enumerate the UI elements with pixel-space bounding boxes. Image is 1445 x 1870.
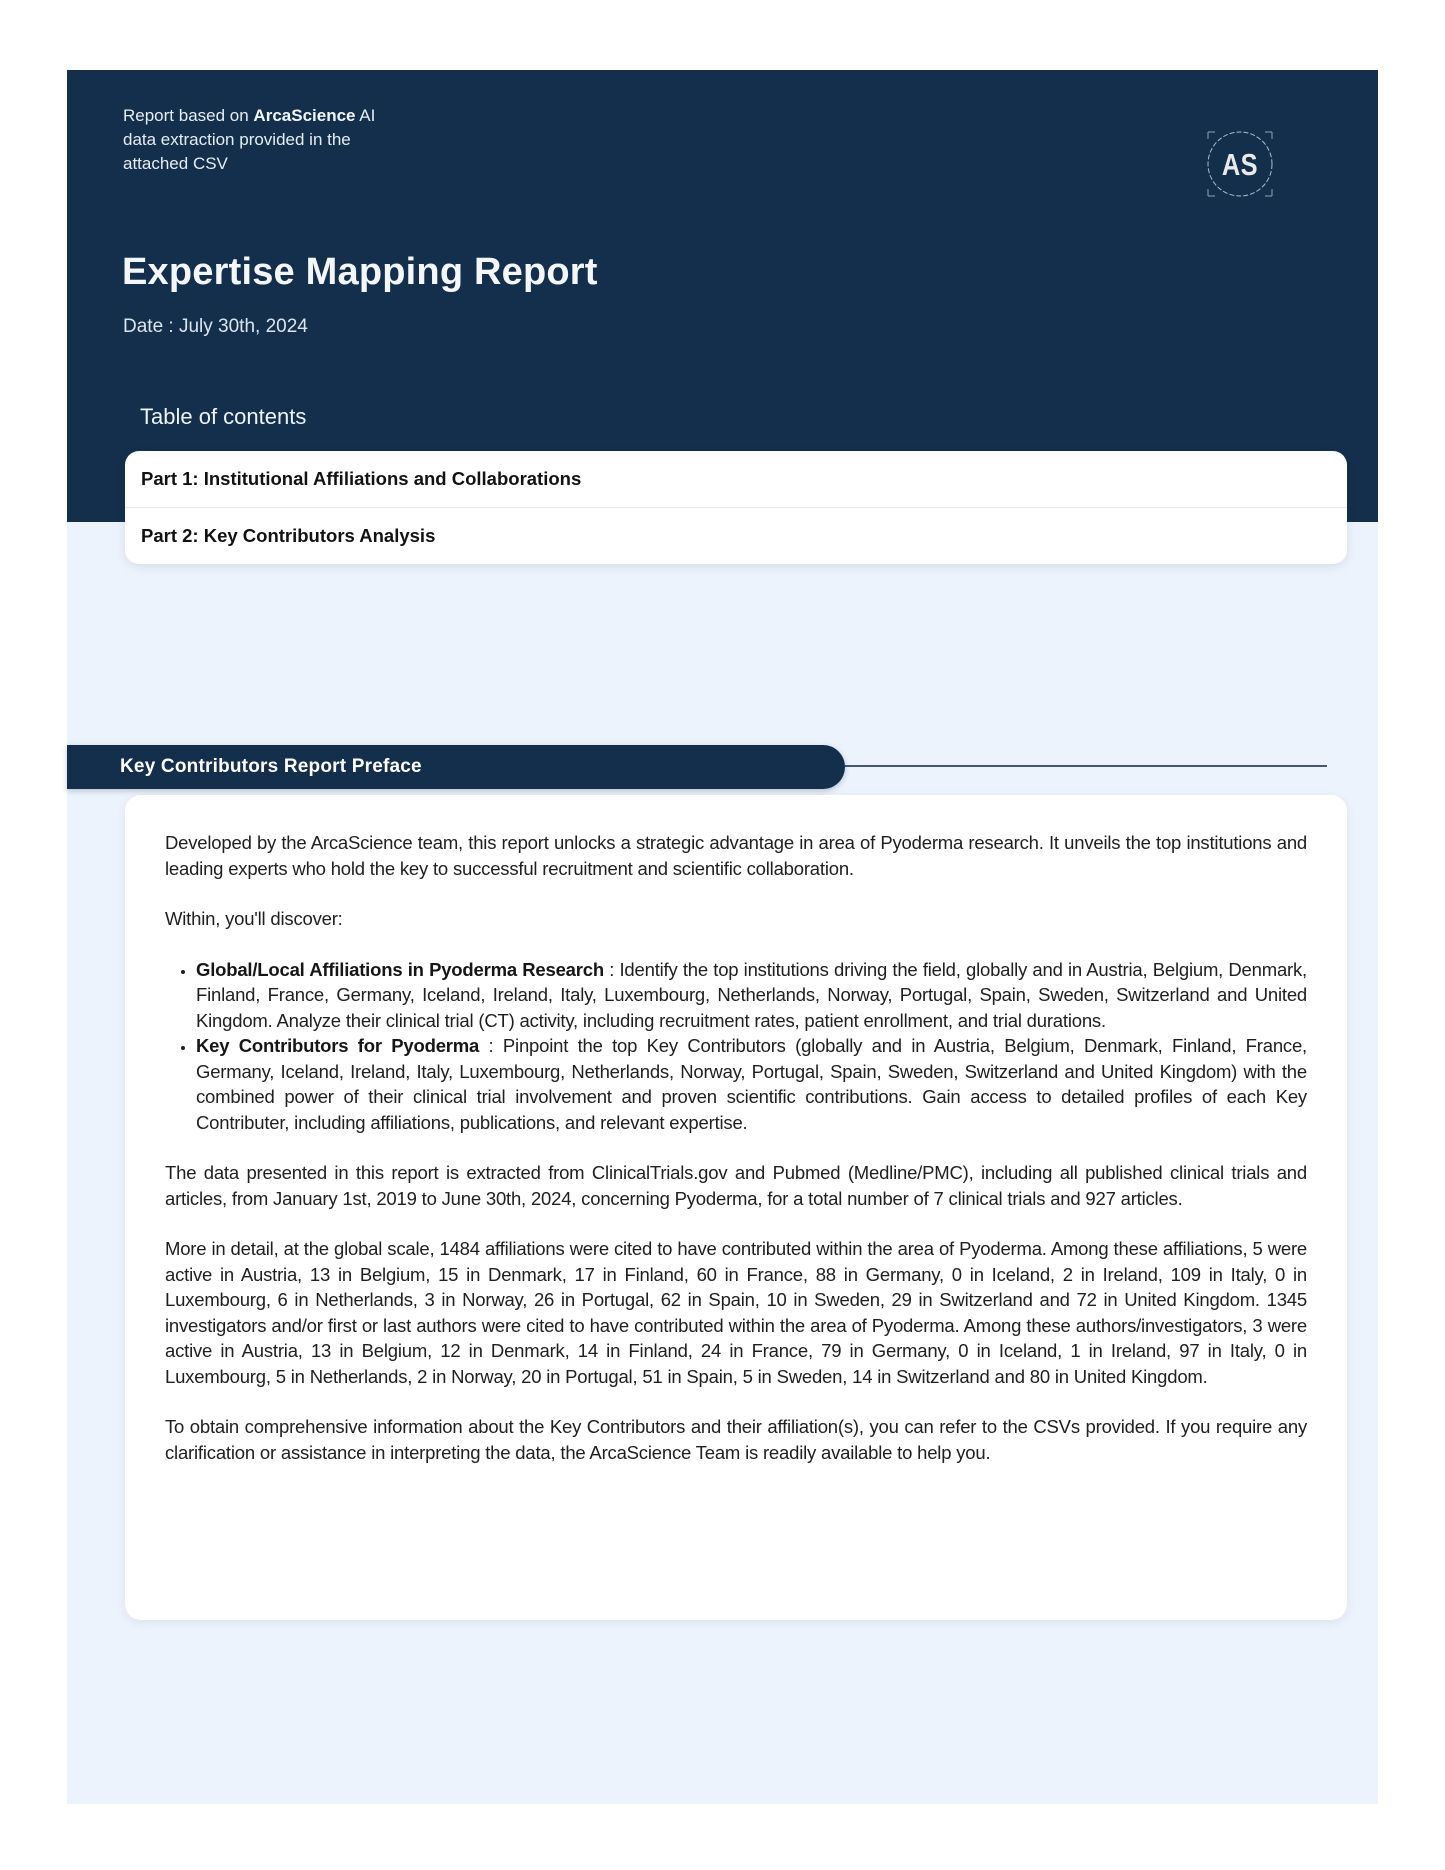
bullet-affiliations-lead: Global/Local Affiliations in Pyoderma Research [196,958,604,980]
header-note-pre: Report based on [123,106,254,125]
preface-paragraph-sources: The data presented in this report is extracted from ClinicalTrials.gov and Pubmed (Medline/PMC), including all published clinical trials and articles, from January 1st, 2019 to June 30th, 2024, concerning Pyoderma, for a total number of 7 clinical trials and 927 articles. [165,1162,1307,1209]
preface-banner-label: Key Contributors Report Preface [120,756,422,777]
bullet-contributors [196,1033,1307,1135]
bullet-contributors-rest: : Pinpoint the top Key Contributors (globally and in Austria, Belgium, Denmark, Finland, France, Germany, Iceland, Ireland, Italy, Luxembourg, Netherlands, Norway, Portugal, Spain, Sweden, Switzerland and United Kingdom) with the combined power of their clinical trial involvement and proven scientific contributions. Gain access to detailed profiles of each Key Contributer, including affiliations, publications, and relevant expertise. [196,1035,1307,1133]
preface-bullet-list [165,957,1307,1136]
header-note-brand: ArcaScience [253,106,356,125]
logo-svg [1204,128,1276,200]
bullet-affiliations [196,957,1307,1034]
preface-banner-rule [845,765,1327,767]
report-date: Date : July 30th, 2024 [123,316,308,337]
toc-item-part-2[interactable]: Part 2: Key Contributors Analysis [141,525,436,546]
header-note-post: AI data extraction provided in the attached CSV [123,106,376,173]
logo-text: AS [1221,147,1259,183]
bullet-contributors-lead: Key Contributors for Pyoderma [196,1035,480,1056]
preface-paragraph-intro: Developed by the ArcaScience team, this report unlocks a strategic advantage in area of Pyoderma research. It unveils the top institutions and leading experts who hold the key to successful recruitment and scientific collaboration. [165,832,1307,879]
preface-paragraph-statistics: More in detail, at the global scale, 1484 affiliations were cited to have contributed within the area of Pyoderma. Among these affiliations, 5 were active in Austria, 13 in Belgium, 15 in Denmark, 17 in Finland, 60 in France, 88 in Germany, 0 in Iceland, 2 in Ireland, 109 in Italy, 0 in Luxembourg, 6 in Netherlands, 3 in Norway, 26 in Portugal, 62 in Spain, 10 in Sweden, 29 in Switzerland and 72 in United Kingdom. 1345 investigators and/or first or last authors were cited to have contributed within the area of Pyoderma. Among these authors/investigators, 3 were active in Austria, 13 in Belgium, 12 in Denmark, 14 in Finland, 24 in France, 79 in Germany, 0 in Iceland, 1 in Ireland, 97 in Italy, 0 in Luxembourg, 5 in Netherlands, 2 in Norway, 20 in Portugal, 51 in Spain, 5 in Sweden, 14 in Switzerland and 80 in United Kingdom. [165,1238,1307,1387]
preface-banner [67,745,845,789]
page-title: Expertise Mapping Report [122,251,598,293]
arcascience-logo-icon [1204,128,1276,200]
preface-content-card [125,795,1347,1620]
bullet-affiliations-rest: : Identify the top institutions driving the field, globally and in Austria, Belgium, Denmark, Finland, France, Germany, Iceland, Ireland, Italy, Luxembourg, Netherlands, Norway, Portugal, Spain, Sweden, Switzerland and United Kingdom. Analyze their clinical trial (CT) activity, including recruitment rates, patient enrollment, and trial durations. [196,958,1307,1031]
preface-paragraph-closing: To obtain comprehensive information about the Key Contributors and their affiliation(s), you can refer to the CSVs provided. If you require any clarification or assistance in interpreting the data, the ArcaScience Team is readily available to help you. [165,1416,1307,1463]
toc-card [125,451,1347,564]
toc-heading: Table of contents [140,404,307,429]
header-note [123,104,395,176]
preface-paragraph-discover: Within, you'll discover: [165,908,343,929]
toc-item-part-1[interactable]: Part 1: Institutional Affiliations and Collaborations [141,468,582,489]
